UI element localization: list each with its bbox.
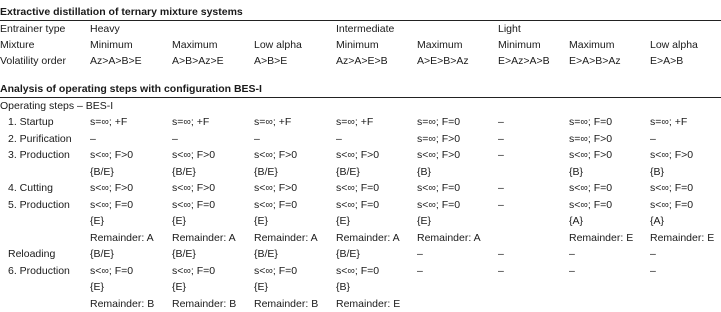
table-cell: {B/E} [336,166,360,178]
table-cell: {E} [90,215,105,227]
table-cell: {B} [650,166,665,178]
table-cell: {B/E} [172,248,196,260]
table-cell: {B/E} [90,248,114,260]
table-cell: Remainder: B [90,298,155,310]
table-cell: – [569,265,575,277]
table-cell: – [498,116,504,128]
mixture-cell: Minimum [336,39,379,51]
table-cell: {E} [336,215,351,227]
table-cell: s<∞; F=0 [650,199,694,211]
table-cell: {E} [172,281,187,293]
table-cell: – [498,149,504,161]
table-cell: {E} [90,281,105,293]
volatility-cell: Az>A>B>E [90,55,142,67]
step-label: 4. Cutting [8,182,53,194]
entrainer-heavy: Heavy [90,23,120,35]
table-cell: Remainder: A [254,232,318,244]
table-cell: s<∞; F>0 [650,149,694,161]
table-cell: s=∞; F>0 [417,133,461,145]
table-cell: s<∞; F=0 [417,199,461,211]
table-cell: Remainder: E [650,232,715,244]
table-cell: s<∞; F>0 [569,149,613,161]
table-cell: – [336,133,342,145]
table-cell: – [254,133,260,145]
table-cell: {B} [417,166,432,178]
entrainer-type-label: Entrainer type [0,23,66,35]
table-cell: {E} [254,281,269,293]
table-cell: Remainder: A [172,232,236,244]
table-cell: s<∞; F=0 [254,199,298,211]
table-cell: {B/E} [254,248,278,260]
step-label: 3. Production [8,149,70,161]
table-cell: s<∞; F>0 [90,149,134,161]
table-cell: Remainder: A [417,232,481,244]
volatility-cell: E>A>B>Az [569,55,621,67]
table-cell: {B/E} [90,166,114,178]
table-cell: Remainder: E [336,298,401,310]
step-label: Reloading [8,248,56,260]
table-cell: s<∞; F>0 [254,149,298,161]
step-label: 6. Production [8,265,70,277]
table-cell: s=∞; F=0 [569,116,613,128]
table-cell: {E} [417,215,432,227]
table-cell: s=∞; +F [336,116,374,128]
table-cell: {B} [336,281,351,293]
table-cell: s<∞; F=0 [650,182,694,194]
table-cell: s<∞; F=0 [569,182,613,194]
table-cell: s<∞; F=0 [254,265,298,277]
table-cell: – [417,248,423,260]
table-cell: s<∞; F=0 [172,265,216,277]
table-cell: {B/E} [254,166,278,178]
table-cell: s<∞; F>0 [417,149,461,161]
table-cell: {E} [172,215,187,227]
volatility-cell: E>Az>A>B [498,55,550,67]
step-label: 1. Startup [8,116,54,128]
table-cell: – [498,199,504,211]
table-cell: s=∞; F>0 [569,133,613,145]
table-cell: – [650,248,656,260]
operating-steps-label: Operating steps – BES-I [0,100,114,112]
volatility-cell: A>B>Az>E [172,55,224,67]
table-cell: – [417,265,423,277]
table-cell: – [650,265,656,277]
table-cell: s<∞; F=0 [336,265,380,277]
table-cell: s=∞; +F [172,116,210,128]
table-cell: {A} [569,215,584,227]
step-label: 5. Production [8,199,70,211]
table-cell: s=∞; +F [650,116,688,128]
table-cell: – [569,248,575,260]
entrainer-light: Light [498,23,521,35]
table-cell: s<∞; F=0 [172,199,216,211]
step-label: 2. Purification [8,133,72,145]
table-cell: – [498,133,504,145]
mixture-cell: Low alpha [650,39,698,51]
table-cell: s<∞; F=0 [90,199,134,211]
table-cell: s<∞; F=0 [417,182,461,194]
entrainer-intermediate: Intermediate [336,23,395,35]
volatility-cell: A>B>E [254,55,288,67]
mixture-cell: Minimum [498,39,541,51]
table-cell: Remainder: B [254,298,319,310]
section2-title-text: Analysis of operating steps with configuration BES-I [0,83,262,95]
volatility-cell: Az>A>E>B [336,55,388,67]
table-cell: s<∞; F>0 [90,182,134,194]
mixture-cell: Low alpha [254,39,302,51]
table-cell: s<∞; F=0 [90,265,134,277]
volatility-cell: E>A>B [650,55,684,67]
table-cell: s<∞; F=0 [336,182,380,194]
mixture-cell: Minimum [90,39,133,51]
volatility-cell: A>E>B>Az [417,55,469,67]
volatility-label: Volatility order [0,55,66,67]
mixture-label: Mixture [0,39,35,51]
table-cell: {E} [254,215,269,227]
table-cell: {B} [569,166,584,178]
mixture-cell: Maximum [569,39,615,51]
table-cell: s=∞; +F [90,116,128,128]
mixture-cell: Maximum [172,39,218,51]
table-cell: Remainder: B [172,298,237,310]
table-cell: – [650,133,656,145]
table-cell: – [498,265,504,277]
table-cell: Remainder: A [336,232,400,244]
table-cell: s=∞; +F [254,116,292,128]
table-cell: s<∞; F>0 [172,149,216,161]
table-cell: Remainder: A [90,232,154,244]
section1-title-text: Extractive distillation of ternary mixture systems [0,6,243,18]
table-cell: s<∞; F=0 [336,199,380,211]
mixture-cell: Maximum [417,39,463,51]
table-cell: {B/E} [172,166,196,178]
table-cell: s<∞; F>0 [336,149,380,161]
table-cell: s<∞; F>0 [254,182,298,194]
table-cell: s<∞; F>0 [172,182,216,194]
table-cell: – [498,248,504,260]
table-cell: {A} [650,215,665,227]
table-cell: Remainder: E [569,232,634,244]
table-cell: s<∞; F=0 [569,199,613,211]
table-cell: – [498,182,504,194]
table-cell: s=∞; F=0 [417,116,461,128]
table-cell: {B/E} [336,248,360,260]
table-cell: – [90,133,96,145]
table-cell: – [172,133,178,145]
